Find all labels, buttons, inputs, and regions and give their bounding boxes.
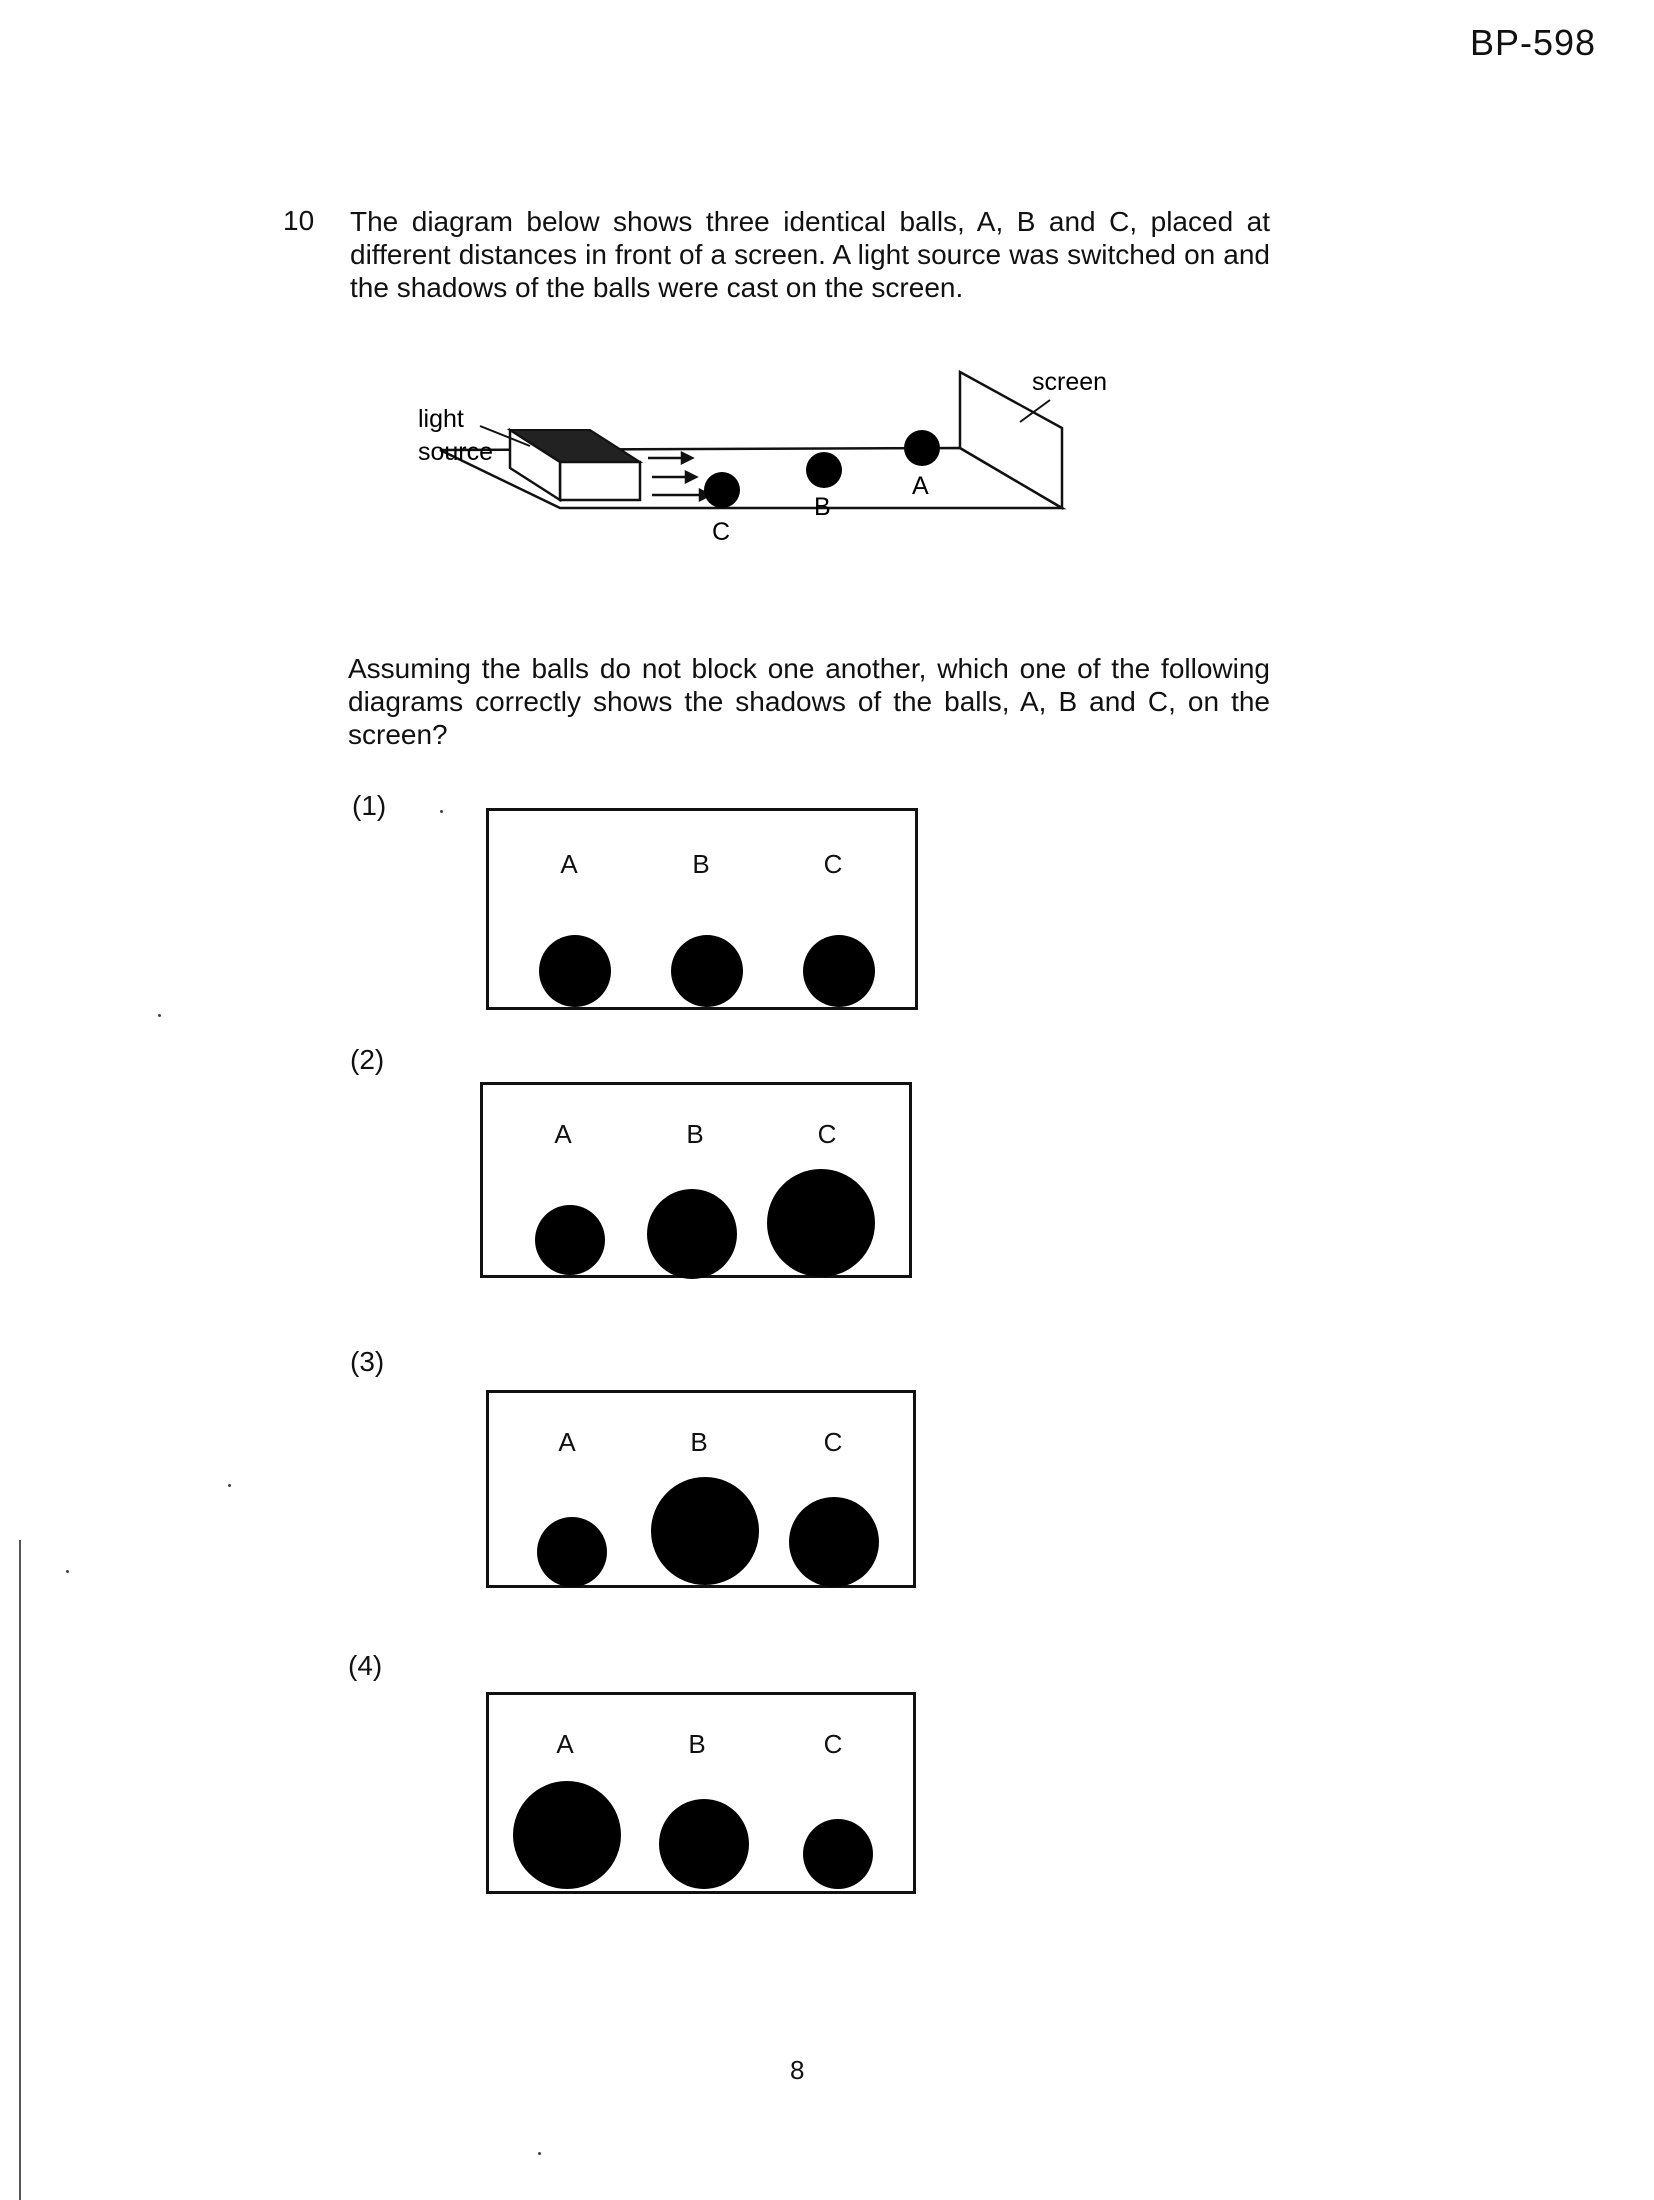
shadow-label-a: A: [558, 1427, 576, 1457]
scan-speck: [538, 2152, 541, 2155]
shadow-label-b: B: [686, 1119, 704, 1149]
light-source-front: [560, 462, 640, 500]
shadow-label-a: A: [560, 849, 578, 879]
shadow-b: [659, 1799, 749, 1889]
shadow-a: [513, 1781, 621, 1889]
option-4-screen[interactable]: [486, 1692, 916, 1894]
option-2-label[interactable]: (2): [350, 1044, 385, 1075]
question-prompt: Assuming the balls do not block one another, which one of the following diagrams correctly shows the shadows of the balls, A, B and C, on the screen?: [348, 653, 1270, 750]
setup-diagram: [400, 360, 1160, 560]
shadow-b: [651, 1477, 759, 1585]
scan-speck: [228, 1484, 231, 1487]
shadow-label-a: A: [556, 1729, 574, 1759]
ball-b-label: B: [814, 493, 831, 521]
ball-c-label: C: [712, 518, 731, 546]
shadow-a: [537, 1517, 607, 1587]
shadow-label-c: C: [823, 1427, 843, 1457]
ball-a-label: A: [912, 472, 929, 500]
scan-speck: [66, 1570, 69, 1573]
shadow-a: [535, 1205, 605, 1275]
page-number: 8: [790, 2055, 805, 2085]
shadow-c: [767, 1169, 875, 1277]
ball-c: [704, 472, 740, 508]
question-text: The diagram below shows three identical balls, A, B and C, placed at different distances in front of a screen. A light source was switched on and the shadows of the balls were cast on the screen.: [350, 206, 1270, 303]
question-number: 10: [283, 205, 315, 236]
scan-speck: [440, 810, 443, 813]
shadow-label-c: C: [823, 1729, 843, 1759]
light-label-line2: source: [418, 438, 494, 466]
shadow-label-a: A: [554, 1119, 572, 1149]
shadow-label-b: B: [690, 1427, 708, 1457]
option-3-label[interactable]: (3): [350, 1346, 385, 1377]
option-1-label[interactable]: (1): [352, 790, 387, 821]
shadow-a: [539, 935, 611, 1007]
shadow-c: [803, 935, 875, 1007]
screen-label: screen: [1032, 368, 1108, 396]
shadow-b: [647, 1189, 737, 1279]
document-code: BP-598: [1470, 22, 1597, 63]
shadow-c: [789, 1497, 879, 1587]
option-4-label[interactable]: (4): [348, 1650, 383, 1681]
option-1-screen[interactable]: [486, 808, 918, 1010]
shadow-label-c: C: [823, 849, 843, 879]
light-label-line1: light: [418, 405, 464, 433]
ball-b: [806, 452, 842, 488]
shadow-label-b: B: [688, 1729, 706, 1759]
option-3-screen[interactable]: [486, 1390, 916, 1588]
shadow-label-b: B: [692, 849, 710, 879]
option-2-screen[interactable]: [480, 1082, 912, 1278]
ball-a: [904, 430, 940, 466]
shadow-label-c: C: [817, 1119, 837, 1149]
scan-edge-line: [19, 1540, 21, 2200]
shadow-b: [671, 935, 743, 1007]
scan-speck: [158, 1014, 161, 1017]
shadow-c: [803, 1819, 873, 1889]
